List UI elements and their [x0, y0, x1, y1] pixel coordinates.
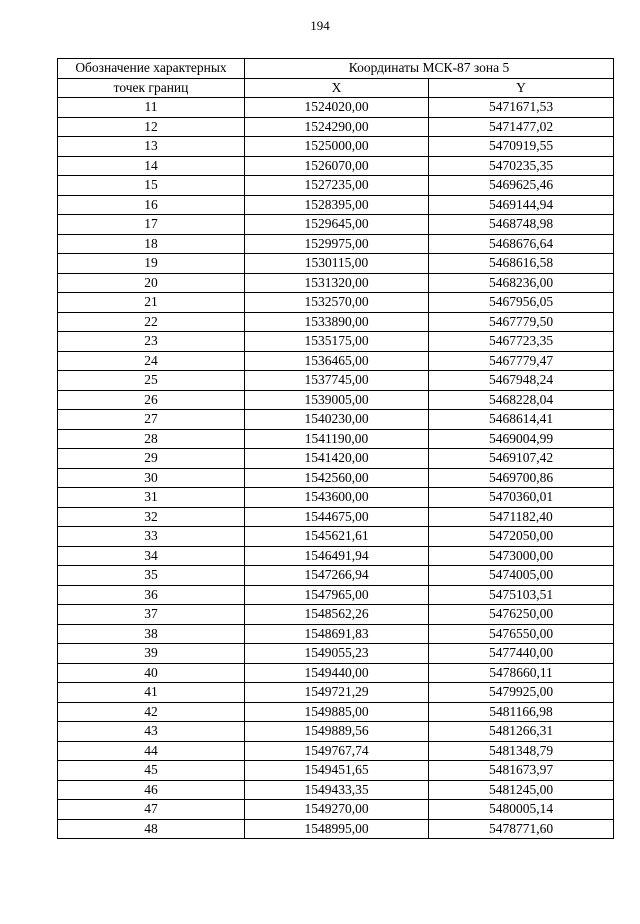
y-cell: 5469004,99: [429, 429, 614, 449]
y-cell: 5481245,00: [429, 780, 614, 800]
x-cell: 1541420,00: [245, 449, 429, 469]
x-cell: 1541190,00: [245, 429, 429, 449]
point-cell: 14: [58, 156, 245, 176]
y-cell: 5469144,94: [429, 195, 614, 215]
x-cell: 1539005,00: [245, 390, 429, 410]
header-point-designation-line2: точек границ: [58, 78, 245, 98]
page-number: 194: [310, 18, 330, 33]
x-cell: 1529975,00: [245, 234, 429, 254]
point-cell: 45: [58, 761, 245, 781]
y-cell: 5479925,00: [429, 683, 614, 703]
y-cell: 5467956,05: [429, 293, 614, 313]
table-row: [58, 117, 614, 137]
point-cell: 30: [58, 468, 245, 488]
table-row: [58, 449, 614, 469]
x-cell: 1526070,00: [245, 156, 429, 176]
point-cell: 23: [58, 332, 245, 352]
table-row: [58, 585, 614, 605]
table-row: [58, 722, 614, 742]
point-cell: 11: [58, 98, 245, 118]
table-row: [58, 371, 614, 391]
table-row: [58, 605, 614, 625]
x-cell: 1546491,94: [245, 546, 429, 566]
point-cell: 27: [58, 410, 245, 430]
x-cell: 1532570,00: [245, 293, 429, 313]
y-cell: 5468748,98: [429, 215, 614, 235]
table-row: [58, 624, 614, 644]
point-cell: 25: [58, 371, 245, 391]
x-cell: 1543600,00: [245, 488, 429, 508]
point-cell: 33: [58, 527, 245, 547]
table-row: [58, 644, 614, 664]
x-cell: 1531320,00: [245, 273, 429, 293]
point-cell: 37: [58, 605, 245, 625]
x-cell: 1542560,00: [245, 468, 429, 488]
y-cell: 5481166,98: [429, 702, 614, 722]
point-cell: 17: [58, 215, 245, 235]
table-row: [58, 195, 614, 215]
table-row: [58, 429, 614, 449]
point-cell: 41: [58, 683, 245, 703]
coordinates-table: [57, 58, 614, 839]
x-cell: 1549055,23: [245, 644, 429, 664]
point-cell: 40: [58, 663, 245, 683]
y-cell: 5471671,53: [429, 98, 614, 118]
x-cell: 1540230,00: [245, 410, 429, 430]
table-row: [58, 312, 614, 332]
point-cell: 32: [58, 507, 245, 527]
y-cell: 5470919,55: [429, 137, 614, 157]
x-cell: 1549889,56: [245, 722, 429, 742]
header-row-bottom: [58, 78, 614, 98]
table-row: [58, 780, 614, 800]
y-cell: 5468616,58: [429, 254, 614, 274]
y-cell: 5467779,50: [429, 312, 614, 332]
x-cell: 1537745,00: [245, 371, 429, 391]
y-cell: 5468236,00: [429, 273, 614, 293]
point-cell: 18: [58, 234, 245, 254]
x-cell: 1549721,29: [245, 683, 429, 703]
y-cell: 5471182,40: [429, 507, 614, 527]
y-cell: 5481348,79: [429, 741, 614, 761]
table-row: [58, 332, 614, 352]
y-cell: 5467723,35: [429, 332, 614, 352]
y-cell: 5473000,00: [429, 546, 614, 566]
y-cell: 5469107,42: [429, 449, 614, 469]
point-cell: 48: [58, 819, 245, 839]
header-point-designation-line1: Обозначение характерных: [58, 59, 245, 79]
point-cell: 20: [58, 273, 245, 293]
x-cell: 1549885,00: [245, 702, 429, 722]
point-cell: 39: [58, 644, 245, 664]
table-row: [58, 800, 614, 820]
table-row: [58, 819, 614, 839]
point-cell: 31: [58, 488, 245, 508]
x-cell: 1548995,00: [245, 819, 429, 839]
y-cell: 5480005,14: [429, 800, 614, 820]
x-cell: 1524290,00: [245, 117, 429, 137]
table-row: [58, 507, 614, 527]
x-cell: 1535175,00: [245, 332, 429, 352]
table-row: [58, 702, 614, 722]
point-cell: 38: [58, 624, 245, 644]
y-cell: 5468676,64: [429, 234, 614, 254]
table-row: [58, 176, 614, 196]
x-cell: 1525000,00: [245, 137, 429, 157]
header-coordinates-title: Координаты МСК-87 зона 5: [245, 59, 614, 79]
y-cell: 5476550,00: [429, 624, 614, 644]
y-cell: 5478660,11: [429, 663, 614, 683]
point-cell: 43: [58, 722, 245, 742]
table-row: [58, 410, 614, 430]
point-cell: 21: [58, 293, 245, 313]
table-row: [58, 468, 614, 488]
point-cell: 22: [58, 312, 245, 332]
table-row: [58, 761, 614, 781]
y-cell: 5468228,04: [429, 390, 614, 410]
y-cell: 5470360,01: [429, 488, 614, 508]
x-cell: 1549767,74: [245, 741, 429, 761]
y-cell: 5481673,97: [429, 761, 614, 781]
table-row: [58, 254, 614, 274]
x-cell: 1547266,94: [245, 566, 429, 586]
y-cell: 5474005,00: [429, 566, 614, 586]
header-row-top: [58, 59, 614, 79]
table-header: [58, 59, 614, 98]
y-cell: 5475103,51: [429, 585, 614, 605]
point-cell: 36: [58, 585, 245, 605]
table-row: [58, 293, 614, 313]
header-y: Y: [429, 78, 614, 98]
table-row: [58, 566, 614, 586]
x-cell: 1548691,83: [245, 624, 429, 644]
y-cell: 5472050,00: [429, 527, 614, 547]
point-cell: 46: [58, 780, 245, 800]
x-cell: 1536465,00: [245, 351, 429, 371]
x-cell: 1548562,26: [245, 605, 429, 625]
y-cell: 5469625,46: [429, 176, 614, 196]
x-cell: 1528395,00: [245, 195, 429, 215]
point-cell: 13: [58, 137, 245, 157]
header-x: X: [245, 78, 429, 98]
table-row: [58, 527, 614, 547]
y-cell: 5470235,35: [429, 156, 614, 176]
table-row: [58, 215, 614, 235]
table-row: [58, 546, 614, 566]
point-cell: 47: [58, 800, 245, 820]
x-cell: 1549433,35: [245, 780, 429, 800]
point-cell: 26: [58, 390, 245, 410]
table-row: [58, 741, 614, 761]
y-cell: 5467779,47: [429, 351, 614, 371]
x-cell: 1544675,00: [245, 507, 429, 527]
y-cell: 5481266,31: [429, 722, 614, 742]
point-cell: 35: [58, 566, 245, 586]
point-cell: 15: [58, 176, 245, 196]
x-cell: 1529645,00: [245, 215, 429, 235]
point-cell: 28: [58, 429, 245, 449]
table-row: [58, 683, 614, 703]
point-cell: 12: [58, 117, 245, 137]
table-body: [58, 98, 614, 839]
y-cell: 5468614,41: [429, 410, 614, 430]
x-cell: 1549270,00: [245, 800, 429, 820]
table-row: [58, 488, 614, 508]
x-cell: 1549451,65: [245, 761, 429, 781]
x-cell: 1527235,00: [245, 176, 429, 196]
y-cell: 5476250,00: [429, 605, 614, 625]
table-row: [58, 351, 614, 371]
point-cell: 24: [58, 351, 245, 371]
y-cell: 5467948,24: [429, 371, 614, 391]
x-cell: 1533890,00: [245, 312, 429, 332]
y-cell: 5477440,00: [429, 644, 614, 664]
point-cell: 34: [58, 546, 245, 566]
x-cell: 1547965,00: [245, 585, 429, 605]
y-cell: 5469700,86: [429, 468, 614, 488]
table-row: [58, 156, 614, 176]
y-cell: 5478771,60: [429, 819, 614, 839]
point-cell: 29: [58, 449, 245, 469]
table-row: [58, 663, 614, 683]
point-cell: 44: [58, 741, 245, 761]
table-row: [58, 98, 614, 118]
x-cell: 1524020,00: [245, 98, 429, 118]
y-cell: 5471477,02: [429, 117, 614, 137]
table-row: [58, 390, 614, 410]
point-cell: 19: [58, 254, 245, 274]
x-cell: 1545621,61: [245, 527, 429, 547]
table-row: [58, 273, 614, 293]
table-row: [58, 137, 614, 157]
point-cell: 42: [58, 702, 245, 722]
point-cell: 16: [58, 195, 245, 215]
x-cell: 1530115,00: [245, 254, 429, 274]
x-cell: 1549440,00: [245, 663, 429, 683]
table-row: [58, 234, 614, 254]
